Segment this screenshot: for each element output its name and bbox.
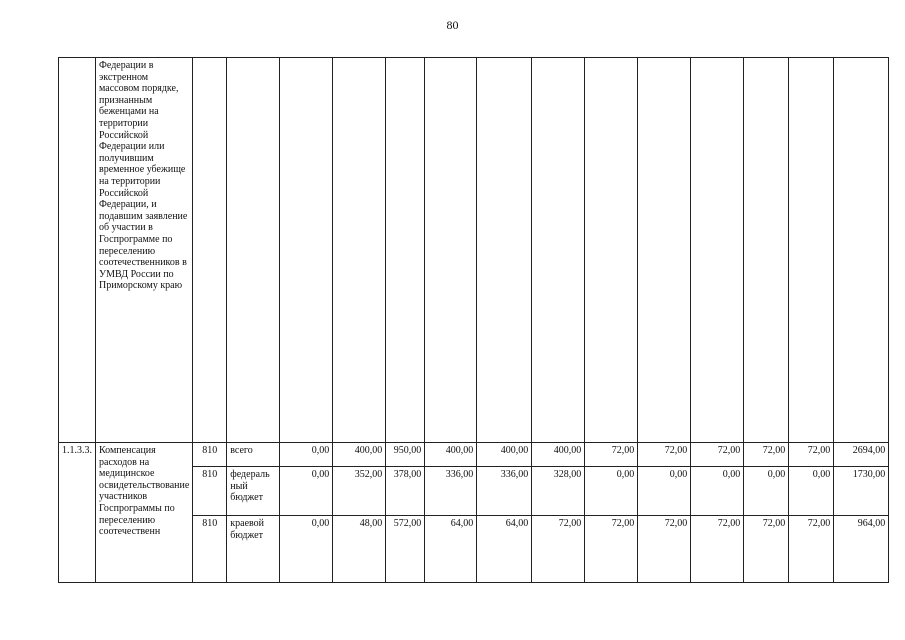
- value-cell: 72,00: [585, 443, 638, 467]
- value-cell: 328,00: [532, 467, 585, 516]
- value-cell: 72,00: [532, 516, 585, 583]
- value-cell: 400,00: [425, 443, 477, 467]
- value-cell: 0,00: [585, 467, 638, 516]
- source-cell: краевой бюджет: [227, 516, 280, 583]
- value-cell: 572,00: [386, 516, 425, 583]
- value-cell: 72,00: [691, 443, 744, 467]
- value-cell: 64,00: [425, 516, 477, 583]
- source-cell: всего: [227, 443, 280, 467]
- value-cell: 0,00: [789, 467, 834, 516]
- table-row: [59, 443, 889, 467]
- value-cell: 72,00: [744, 443, 789, 467]
- value-cell: 352,00: [333, 467, 386, 516]
- value-cell: 64,00: [477, 516, 532, 583]
- code-cell: 810: [193, 467, 227, 516]
- value-cell: 400,00: [333, 443, 386, 467]
- item-number-cell: 1.1.3.3.: [59, 443, 96, 583]
- value-cell: 336,00: [425, 467, 477, 516]
- value-cell: 72,00: [691, 516, 744, 583]
- value-cell: 336,00: [477, 467, 532, 516]
- value-cell: 72,00: [789, 443, 834, 467]
- value-cell: 0,00: [744, 467, 789, 516]
- total-cell: 2694,00: [834, 443, 889, 467]
- value-cell: 72,00: [744, 516, 789, 583]
- value-cell: 378,00: [386, 467, 425, 516]
- source-cell: федераль ный бюджет: [227, 467, 280, 516]
- value-cell: 0,00: [280, 467, 333, 516]
- value-cell: 0,00: [691, 467, 744, 516]
- item-name-cell: Компенсация расходов на медицинское освидетельствование участников Госпрограммы по переселению соотечественн: [96, 443, 193, 583]
- value-cell: 400,00: [477, 443, 532, 467]
- continuation-row: [59, 58, 889, 443]
- code-cell: 810: [193, 516, 227, 583]
- total-cell: 1730,00: [834, 467, 889, 516]
- value-cell: 950,00: [386, 443, 425, 467]
- value-cell: 72,00: [585, 516, 638, 583]
- page-number: 80: [446, 18, 459, 32]
- code-cell: 810: [193, 443, 227, 467]
- value-cell: 0,00: [280, 516, 333, 583]
- value-cell: 400,00: [532, 443, 585, 467]
- total-cell: 964,00: [834, 516, 889, 583]
- value-cell: 48,00: [333, 516, 386, 583]
- value-cell: 72,00: [789, 516, 834, 583]
- value-cell: 0,00: [638, 467, 691, 516]
- value-cell: 72,00: [638, 443, 691, 467]
- value-cell: 72,00: [638, 516, 691, 583]
- budget-table: [58, 57, 889, 583]
- item-number-cell: [59, 58, 96, 443]
- value-cell: 0,00: [280, 443, 333, 467]
- description-cell: Федерации в экстренном массовом порядке, признанным беженцами на территории Российской Федерации или получившим временное убежище на территории Российской Федерации, и подавшим заявление об участии в Госпрограмме по переселению соотечественников в УМВД России по Приморскому краю: [96, 58, 193, 443]
